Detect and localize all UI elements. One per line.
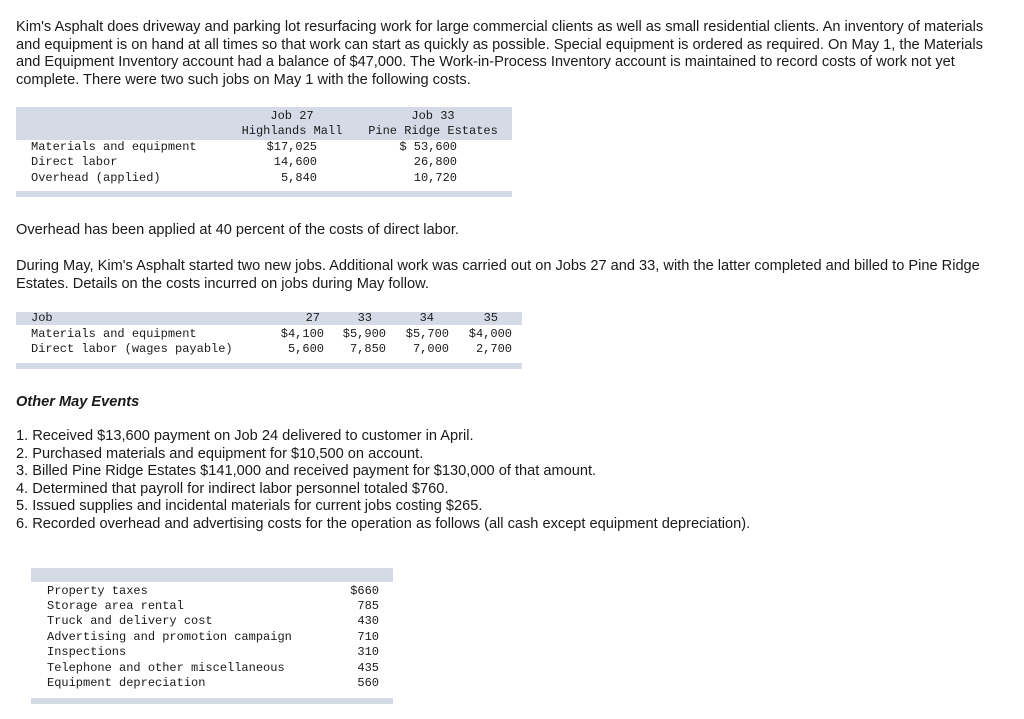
table3-row-label: Inspections (47, 645, 127, 659)
table1-cell: 26,800 (413, 155, 457, 169)
table2-cell: $4,000 (468, 327, 512, 341)
table1-header-job27-line1: Job 27 (270, 109, 314, 123)
table1-header-job27-line2: Highlands Mall (241, 124, 343, 138)
other-events-heading: Other May Events (16, 394, 140, 410)
events-list (16, 428, 750, 534)
table3-row-label: Property taxes (47, 584, 148, 598)
table3-row-label: Advertising and promotion campaign (47, 630, 292, 644)
table2-header-label: Job (31, 311, 53, 325)
table2-footer-bar (16, 363, 522, 369)
table3-cell: 710 (357, 630, 379, 644)
table1-row-label: Direct labor (31, 155, 118, 169)
table2-cell: 7,850 (349, 342, 386, 356)
list-item: 2. Purchased materials and equipment for $10,500 on account. (16, 445, 424, 462)
table3-cell: 785 (357, 599, 379, 613)
intro-paragraph: Kim's Asphalt does driveway and parking lot resurfacing work for large commercial clients as well as small residential clients. An inventory of materials and equipment is on hand at all times so that work can start as quickly as possible. Special equipment is ordered as required. On May 1, the Materials and Equipment Inventory account had a balance of $47,000. The Work-in-Process Inventory account is maintained to record costs of work not yet complete. There were two such jobs on May 1 with the following costs. (16, 19, 984, 88)
table3-row-label: Equipment depreciation (47, 676, 206, 690)
table3-cell: 310 (357, 645, 379, 659)
table2-cell: 5,600 (287, 342, 324, 356)
table1-footer-bar (16, 191, 512, 197)
table1-row-label: Materials and equipment (31, 140, 197, 154)
table2-cell: $5,700 (405, 327, 449, 341)
list-item: 1. Received $13,600 payment on Job 24 delivered to customer in April. (16, 428, 474, 444)
table3-cell: 560 (357, 676, 379, 690)
table1-header-job33-line2: Pine Ridge Estates (368, 124, 498, 138)
may-paragraph: During May, Kim's Asphalt started two new jobs. Additional work was carried out on Jobs 27 and 33, with the latter completed and billed to Pine Ridge Estates. Details on the costs incurred on jobs during May follow. (16, 258, 980, 292)
table1-cell: 14,600 (273, 155, 317, 169)
table2-cell: 7,000 (412, 342, 449, 356)
list-item: 6. Recorded overhead and advertising costs for the operation as follows (all cash except equipment depreciation). (16, 515, 751, 532)
table3-row-label: Telephone and other miscellaneous (47, 661, 285, 675)
table2-header-job: 34 (419, 311, 434, 325)
table3-row-label: Storage area rental (47, 599, 184, 613)
table2-header-shade (16, 312, 522, 325)
table1-cell: $17,025 (266, 140, 317, 154)
table1-cell: 5,840 (280, 171, 317, 185)
table3-header-shade (31, 568, 393, 582)
table1-cell: 10,720 (413, 171, 457, 185)
table3-cell: $660 (350, 584, 379, 598)
table2-header-job: 33 (357, 311, 372, 325)
table2-header-job: 27 (305, 311, 320, 325)
table3-cell: 430 (357, 614, 379, 628)
table1-header-job33-line1: Job 33 (411, 109, 455, 123)
table3-cell: 435 (357, 661, 379, 675)
table2-cell: $4,100 (280, 327, 324, 341)
table3-footer-bar (31, 698, 393, 704)
table1-cell: $ 53,600 (399, 140, 457, 154)
list-item: 5. Issued supplies and incidental materials for current jobs costing $265. (16, 498, 483, 515)
table2-cell: $5,900 (342, 327, 386, 341)
table2-header-job: 35 (483, 311, 498, 325)
table2-cell: 2,700 (475, 342, 512, 356)
table2-row-label: Materials and equipment (31, 327, 197, 341)
list-item: 4. Determined that payroll for indirect labor personnel totaled $760. (16, 480, 449, 497)
table1-row-label: Overhead (applied) (31, 171, 161, 185)
overhead-note: Overhead has been applied at 40 percent of the costs of direct labor. (16, 222, 459, 238)
list-item: 3. Billed Pine Ridge Estates $141,000 and received payment for $130,000 of that amount. (16, 463, 597, 480)
table2-row-label: Direct labor (wages payable) (31, 342, 233, 356)
table3-row-label: Truck and delivery cost (47, 614, 213, 628)
